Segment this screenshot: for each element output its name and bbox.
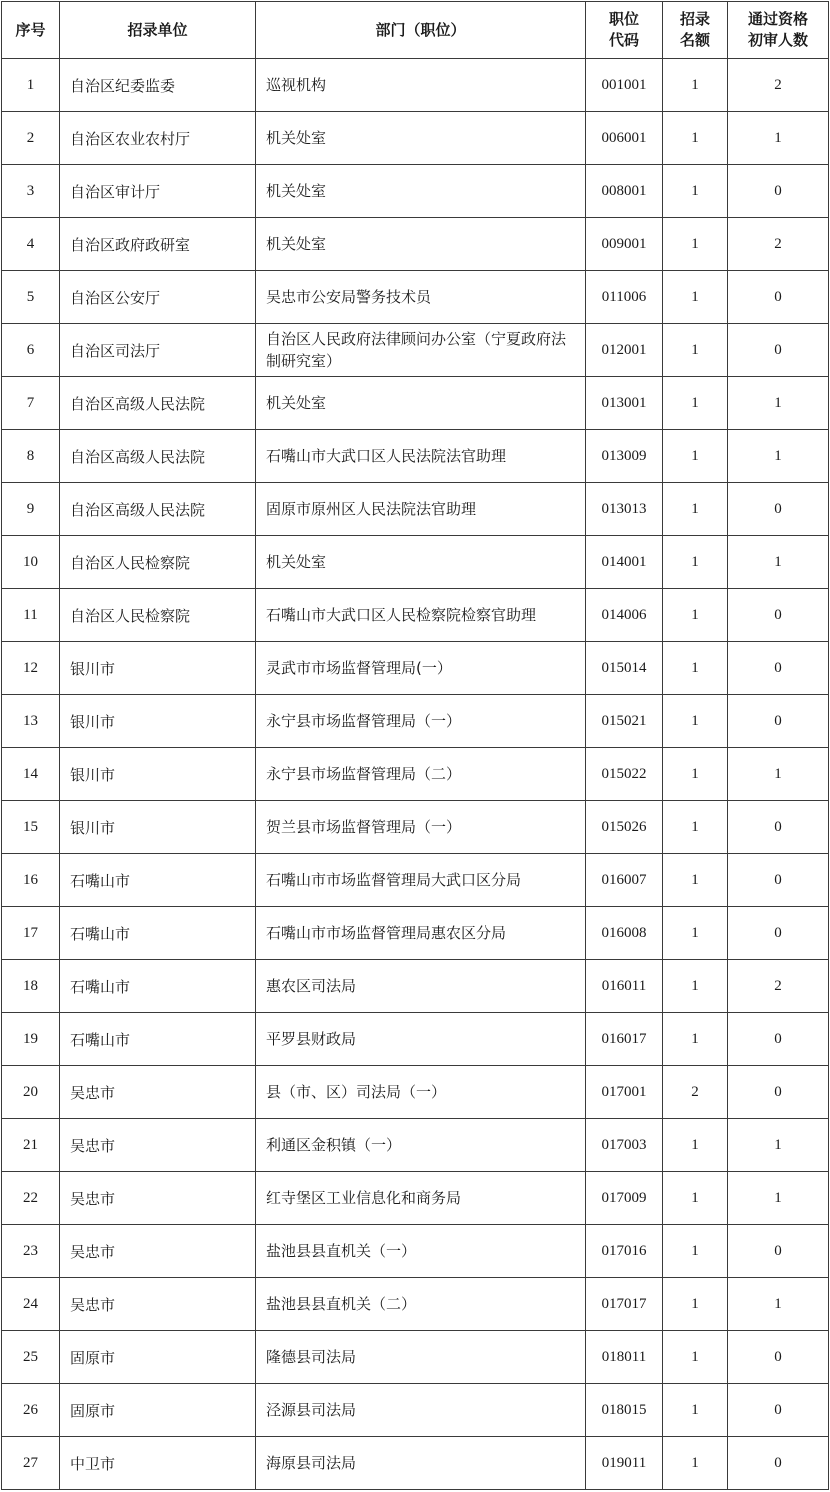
header-code [586,2,663,59]
cell-passed: 0 [728,165,829,218]
cell-seq: 22 [2,1172,60,1225]
cell-code: 018011 [586,1331,663,1384]
cell-code: 001001 [586,59,663,112]
cell-quota: 2 [663,1066,728,1119]
cell-quota: 1 [663,589,728,642]
table-row [2,324,829,377]
cell-code: 018015 [586,1384,663,1437]
cell-dept: 巡视机构 [256,59,586,112]
cell-seq: 17 [2,907,60,960]
table-row [2,1119,829,1172]
cell-dept: 吴忠市公安局警务技术员 [256,271,586,324]
cell-unit: 银川市 [60,801,256,854]
cell-passed: 0 [728,271,829,324]
cell-passed: 1 [728,536,829,589]
cell-code: 013009 [586,430,663,483]
cell-dept: 贺兰县市场监督管理局（一） [256,801,586,854]
cell-passed: 0 [728,1066,829,1119]
table-row [2,801,829,854]
cell-code: 006001 [586,112,663,165]
cell-unit: 石嘴山市 [60,854,256,907]
table-row [2,907,829,960]
cell-seq: 11 [2,589,60,642]
cell-unit: 石嘴山市 [60,907,256,960]
cell-dept: 盐池县县直机关（一） [256,1225,586,1278]
cell-seq: 24 [2,1278,60,1331]
header-passed-line1: 通过资格 [747,10,808,28]
cell-unit: 吴忠市 [60,1172,256,1225]
cell-dept: 固原市原州区人民法院法官助理 [256,483,586,536]
table-row [2,642,829,695]
table-row [2,854,829,907]
cell-unit: 固原市 [60,1384,256,1437]
cell-seq: 18 [2,960,60,1013]
cell-quota: 1 [663,1384,728,1437]
cell-passed: 2 [728,960,829,1013]
cell-dept: 海原县司法局 [256,1437,586,1490]
cell-code: 016008 [586,907,663,960]
cell-unit: 自治区政府政研室 [60,218,256,271]
cell-code: 015022 [586,748,663,801]
table-row [2,1331,829,1384]
cell-code: 013001 [586,377,663,430]
cell-seq: 21 [2,1119,60,1172]
cell-unit: 自治区人民检察院 [60,589,256,642]
cell-seq: 13 [2,695,60,748]
cell-quota: 1 [663,1437,728,1490]
table-row [2,1437,829,1490]
table-row [2,960,829,1013]
cell-passed: 0 [728,1013,829,1066]
cell-passed: 0 [728,483,829,536]
cell-dept: 机关处室 [256,112,586,165]
cell-dept: 惠农区司法局 [256,960,586,1013]
table-row [2,536,829,589]
cell-code: 015021 [586,695,663,748]
cell-passed: 1 [728,112,829,165]
cell-unit: 银川市 [60,642,256,695]
cell-seq: 26 [2,1384,60,1437]
header-seq: 序号 [2,2,60,59]
header-code-line2: 代码 [608,31,639,49]
cell-code: 014001 [586,536,663,589]
table-row [2,1278,829,1331]
cell-passed: 1 [728,1278,829,1331]
table-body [2,59,829,1490]
cell-quota: 1 [663,271,728,324]
cell-dept: 盐池县县直机关（二） [256,1278,586,1331]
header-quota [663,2,728,59]
table-row [2,271,829,324]
cell-passed: 0 [728,1225,829,1278]
cell-unit: 石嘴山市 [60,1013,256,1066]
cell-code: 009001 [586,218,663,271]
cell-quota: 1 [663,1119,728,1172]
cell-dept: 利通区金积镇（一） [256,1119,586,1172]
cell-unit: 自治区高级人民法院 [60,377,256,430]
cell-unit: 吴忠市 [60,1225,256,1278]
cell-quota: 1 [663,1013,728,1066]
cell-seq: 14 [2,748,60,801]
cell-unit: 自治区高级人民法院 [60,430,256,483]
cell-quota: 1 [663,801,728,854]
cell-code: 008001 [586,165,663,218]
cell-unit: 自治区人民检察院 [60,536,256,589]
cell-seq: 1 [2,59,60,112]
cell-code: 015014 [586,642,663,695]
header-unit: 招录单位 [60,2,256,59]
cell-unit: 自治区纪委监委 [60,59,256,112]
cell-code: 015026 [586,801,663,854]
header-passed [728,2,829,59]
cell-passed: 1 [728,430,829,483]
cell-quota: 1 [663,377,728,430]
cell-dept: 永宁县市场监督管理局（一） [256,695,586,748]
cell-dept: 机关处室 [256,377,586,430]
cell-quota: 1 [663,854,728,907]
table-row [2,165,829,218]
cell-passed: 1 [728,1119,829,1172]
cell-dept: 平罗县财政局 [256,1013,586,1066]
header-code-line1: 职位 [608,10,639,28]
cell-seq: 6 [2,324,60,377]
cell-code: 016017 [586,1013,663,1066]
header-row [2,2,829,59]
header-dept: 部门（职位） [256,2,586,59]
cell-passed: 0 [728,695,829,748]
cell-code: 017009 [586,1172,663,1225]
cell-code: 016007 [586,854,663,907]
cell-passed: 0 [728,1331,829,1384]
cell-passed: 1 [728,748,829,801]
cell-dept: 机关处室 [256,536,586,589]
cell-passed: 0 [728,1437,829,1490]
cell-quota: 1 [663,960,728,1013]
cell-unit: 自治区公安厅 [60,271,256,324]
cell-unit: 银川市 [60,748,256,801]
cell-unit: 自治区农业农村厅 [60,112,256,165]
cell-seq: 16 [2,854,60,907]
cell-quota: 1 [663,218,728,271]
cell-passed: 2 [728,59,829,112]
cell-unit: 吴忠市 [60,1278,256,1331]
cell-seq: 25 [2,1331,60,1384]
table-row [2,1172,829,1225]
table-row [2,589,829,642]
table-row [2,1225,829,1278]
cell-unit: 吴忠市 [60,1119,256,1172]
cell-code: 011006 [586,271,663,324]
cell-passed: 0 [728,324,829,377]
cell-code: 013013 [586,483,663,536]
table-row [2,748,829,801]
cell-code: 012001 [586,324,663,377]
cell-quota: 1 [663,1225,728,1278]
table-row [2,483,829,536]
cell-dept: 机关处室 [256,165,586,218]
cell-quota: 1 [663,165,728,218]
cell-dept: 石嘴山市大武口区人民检察院检察官助理 [256,589,586,642]
cell-quota: 1 [663,1331,728,1384]
table-row [2,430,829,483]
cell-unit: 中卫市 [60,1437,256,1490]
cell-seq: 12 [2,642,60,695]
cell-quota: 1 [663,748,728,801]
cell-dept: 永宁县市场监督管理局（二） [256,748,586,801]
cell-dept: 石嘴山市大武口区人民法院法官助理 [256,430,586,483]
cell-dept: 隆德县司法局 [256,1331,586,1384]
cell-seq: 23 [2,1225,60,1278]
header-quota-line1: 招录 [679,10,710,28]
cell-seq: 20 [2,1066,60,1119]
cell-quota: 1 [663,536,728,589]
cell-passed: 0 [728,1384,829,1437]
cell-code: 016011 [586,960,663,1013]
cell-code: 019011 [586,1437,663,1490]
cell-seq: 5 [2,271,60,324]
table-row [2,59,829,112]
cell-code: 017003 [586,1119,663,1172]
cell-unit: 自治区司法厅 [60,324,256,377]
cell-quota: 1 [663,1172,728,1225]
cell-passed: 0 [728,801,829,854]
cell-quota: 1 [663,695,728,748]
cell-seq: 3 [2,165,60,218]
cell-seq: 8 [2,430,60,483]
cell-dept: 石嘴山市市场监督管理局大武口区分局 [256,854,586,907]
cell-passed: 0 [728,589,829,642]
cell-seq: 7 [2,377,60,430]
cell-quota: 1 [663,642,728,695]
table-row [2,695,829,748]
table-row [2,218,829,271]
cell-dept: 机关处室 [256,218,586,271]
cell-seq: 27 [2,1437,60,1490]
cell-quota: 1 [663,1278,728,1331]
cell-quota: 1 [663,907,728,960]
cell-quota: 1 [663,430,728,483]
table-row [2,1384,829,1437]
cell-code: 017016 [586,1225,663,1278]
cell-passed: 2 [728,218,829,271]
cell-unit: 自治区审计厅 [60,165,256,218]
cell-unit: 自治区高级人民法院 [60,483,256,536]
cell-dept: 自治区人民政府法律顾问办公室（宁夏政府法制研究室） [256,324,586,377]
recruitment-table [1,1,829,1490]
table-row [2,377,829,430]
cell-code: 014006 [586,589,663,642]
cell-seq: 9 [2,483,60,536]
cell-code: 017017 [586,1278,663,1331]
table-row [2,1066,829,1119]
cell-passed: 1 [728,377,829,430]
cell-passed: 0 [728,854,829,907]
header-passed-line2: 初审人数 [747,31,808,49]
cell-dept: 县（市、区）司法局（一） [256,1066,586,1119]
cell-seq: 10 [2,536,60,589]
table-row [2,1013,829,1066]
cell-seq: 2 [2,112,60,165]
cell-seq: 4 [2,218,60,271]
cell-unit: 银川市 [60,695,256,748]
cell-code: 017001 [586,1066,663,1119]
cell-unit: 固原市 [60,1331,256,1384]
cell-dept: 石嘴山市市场监督管理局惠农区分局 [256,907,586,960]
cell-quota: 1 [663,112,728,165]
cell-unit: 吴忠市 [60,1066,256,1119]
cell-quota: 1 [663,59,728,112]
cell-passed: 0 [728,907,829,960]
cell-passed: 1 [728,1172,829,1225]
cell-seq: 15 [2,801,60,854]
cell-dept: 红寺堡区工业信息化和商务局 [256,1172,586,1225]
cell-seq: 19 [2,1013,60,1066]
cell-passed: 0 [728,642,829,695]
cell-dept: 灵武市市场监督管理局(一） [256,642,586,695]
header-quota-line2: 名额 [679,31,710,49]
cell-quota: 1 [663,483,728,536]
cell-quota: 1 [663,324,728,377]
cell-unit: 石嘴山市 [60,960,256,1013]
cell-dept: 泾源县司法局 [256,1384,586,1437]
table-row [2,112,829,165]
